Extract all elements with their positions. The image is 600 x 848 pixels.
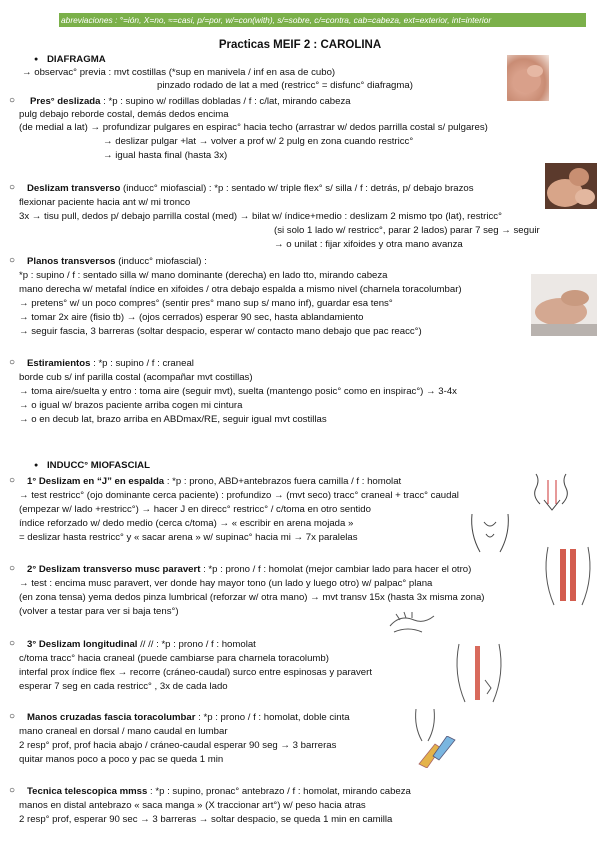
section-diafragma	[47, 54, 106, 66]
text-line: (empezar w/ lado +restricc°) → hacer J en direcc° restricc° / c/toma en otro sentido	[19, 504, 371, 515]
text-line: = deslizar hasta restricc° y « sacar arena » w/ supinac° hacia mi → 7x paralelas	[19, 532, 358, 543]
text-line: → igual hasta final (hasta 3x)	[103, 150, 228, 161]
page-title: Practicas MEIF 2 : CAROLINA	[218, 39, 382, 51]
text-line: → test restricc° (ojo dominante cerca paciente) : profundizo → (mvt seco) tracc° craneal + tracc° caudal	[19, 490, 459, 501]
bullet-circle: ○	[9, 182, 16, 193]
section-induccion	[47, 460, 150, 472]
item-tecnica-telescopica: Tecnica telescopica mmss : *p : supino, pronac° antebrazo / f : homolat, mirando cabeza	[27, 786, 411, 797]
item-estiramientos: Estiramientos : *p : supino / f : craneal	[27, 358, 194, 369]
text-line: esperar 7 seg en cada restricc° , 3x de cada lado	[19, 681, 228, 692]
text-line: *p : supino / f : sentado silla w/ mano dominante (derecha) en lado tto, mirando cabeza	[19, 270, 388, 281]
text-line: 3x → tisu pull, dedos p/ debajo parrilla costal (med) → bilat w/ índice+medio : deslizam 2 mismo tpo (lat), restricc°	[19, 211, 502, 222]
photo-deslizam-transverso	[545, 163, 597, 209]
text-line: (de medial a lat) → profundizar pulgares en espirac° hacia techo (arrastrar w/ dedos parrilla costal s/ pulgares)	[19, 122, 488, 133]
text-line: pinzado rodado de lat a med (restricc° = disfunc° diafragma)	[157, 80, 413, 91]
illustration-longitudinal-glide	[451, 640, 507, 706]
item-planos-transversos: Planos transversos (inducc° miofascial) :	[27, 256, 207, 267]
item-deslizam-j: 1° Deslizam en “J” en espalda : *p : prono, ABD+antebrazos fuera camilla / f : homolat	[27, 476, 402, 487]
text-line: 2 resp° prof, esperar 90 sec → 3 barreras → soltar despacio, se queda 1 min en camilla	[19, 814, 393, 825]
text-line: quitar manos poco a poco y pac se queda 1 min	[19, 754, 224, 765]
text-line: mano craneal en dorsal / mano caudal en lumbar	[19, 726, 228, 737]
text-line: → test : encima musc paravert, ver donde hay mayor tono (un lado y luego otro) w/ palpac° plana	[19, 578, 433, 589]
text-line: borde cub s/ inf parilla costal (acompañar mvt costillas)	[19, 372, 253, 383]
item-manos-cruzadas: Manos cruzadas fascia toracolumbar : *p : prono / f : homolat, doble cinta	[27, 712, 350, 723]
bullet-circle: ○	[9, 711, 16, 722]
section-heading: DIAFRAGMA	[47, 54, 106, 65]
text-line: → deslizar pulgar +lat → volver a prof w/ 2 pulg en zona cuando restricc°	[103, 136, 414, 147]
text-line: → pretens° w/ un poco compres° (sentir pres° mano sup s/ mano inf), guardar esa tens°	[19, 298, 393, 309]
section-heading: INDUCC° MIOFASCIAL	[47, 460, 150, 471]
text-line: interfal prox índice flex → recorre (cráneo-caudal) surco entre espinosas y paravert	[19, 667, 372, 678]
text-line: → o igual w/ brazos paciente arriba cogen mi cintura	[19, 400, 243, 411]
photo-diafragma-palpation	[507, 55, 549, 101]
photo-planos-transversos	[531, 274, 597, 336]
bullet-circle: ○	[9, 255, 16, 266]
illustration-crossed-hands	[415, 736, 459, 768]
item-deslizam-longitudinal: 3° Deslizam longitudinal // // : *p : prono / f : homolat	[27, 639, 256, 650]
bullet-circle: ○	[9, 95, 16, 106]
text-line: flexionar paciente hacia ant w/ mi tronco	[19, 197, 191, 208]
bullet-circle: ○	[9, 785, 16, 796]
bullet-circle: ○	[9, 475, 16, 486]
bullet-circle: ○	[9, 357, 16, 368]
text-line: → seguir fascia, 3 barreras (soltar despacio, esperar w/ contacto mano debajo que pac reacc°)	[19, 326, 422, 337]
text-line: (en zona tensa) yema dedos pinza lumbrical (reforzar w/ otra mano) → mvt transv 15x (hasta 3x misma zona)	[19, 592, 485, 603]
text-line: (si solo 1 lado w/ restricc°, parar 2 lados) parar 7 seg → seguir	[274, 225, 540, 236]
abbreviations-banner: abreviaciones : °=ión, X=no, ≈=casi, p/=por, w/=con(with), s/=sobre, c/=contra, cab=cabeza, ext=exterior, int=interior	[59, 13, 586, 27]
bullet-circle: ○	[9, 638, 16, 649]
item-deslizam-paravert: 2° Deslizam transverso musc paravert : *p : prono / f : homolat (mejor cambiar lado para hacer el otro)	[27, 564, 472, 575]
text-line: (volver a testar para ver si baja tens°)	[19, 606, 179, 617]
bullet-circle: ○	[9, 563, 16, 574]
illustration-pinch-hand	[386, 606, 438, 636]
text-line: c/toma tracc° hacia craneal (puede cambiarse para charnela toracolumb)	[19, 653, 329, 664]
text-line: pulg debajo reborde costal, demás dedos encima	[19, 109, 229, 120]
text-line: índice reforzado w/ dedo medio (cerca c/toma) → « escribir en arena mojada »	[19, 518, 354, 529]
text-line: → observac° previa : mvt costillas (*sup en manivela / inf en asa de cubo)	[22, 67, 336, 78]
item-deslizam-transverso: Deslizam transverso (inducc° miofascial) : *p : sentado w/ triple flex° s/ silla / f : detrás, p/ debajo brazos	[27, 183, 474, 194]
illustration-back-hands	[466, 510, 514, 554]
item-pres-deslizada: Pres° deslizada : *p : supino w/ rodillas dobladas / f : c/lat, mirando cabeza	[30, 96, 351, 107]
text-line: manos en distal antebrazo « saca manga » (X traccionar art°) w/ peso hacia atras	[19, 800, 366, 811]
text-line: → tomar 2x aire (fisio tb) → (ojos cerrados) esperar 90 sec, hasta ablandamiento	[19, 312, 364, 323]
text-line: mano derecha w/ metafal índice en xifoides / otra debajo espalda a mismo nivel (charnela toracolumbar)	[19, 284, 462, 295]
illustration-back-j-glide	[522, 470, 582, 515]
text-line: → toma aire/suelta y entro : toma aire (seguir mvt), suelta (mantengo posic° como en inspirac°) → 3-4x	[19, 386, 457, 397]
text-line: → o unilat : fijar xifoides y otra mano avanza	[274, 239, 463, 250]
text-line: → o en decub lat, brazo arriba en ABDmax/RE, seguir igual mvt costillas	[19, 414, 327, 425]
illustration-paravertebral	[538, 545, 598, 607]
text-line: 2 resp° prof, prof hacia abajo / cráneo-caudal esperar 90 seg → 3 barreras	[19, 740, 337, 751]
